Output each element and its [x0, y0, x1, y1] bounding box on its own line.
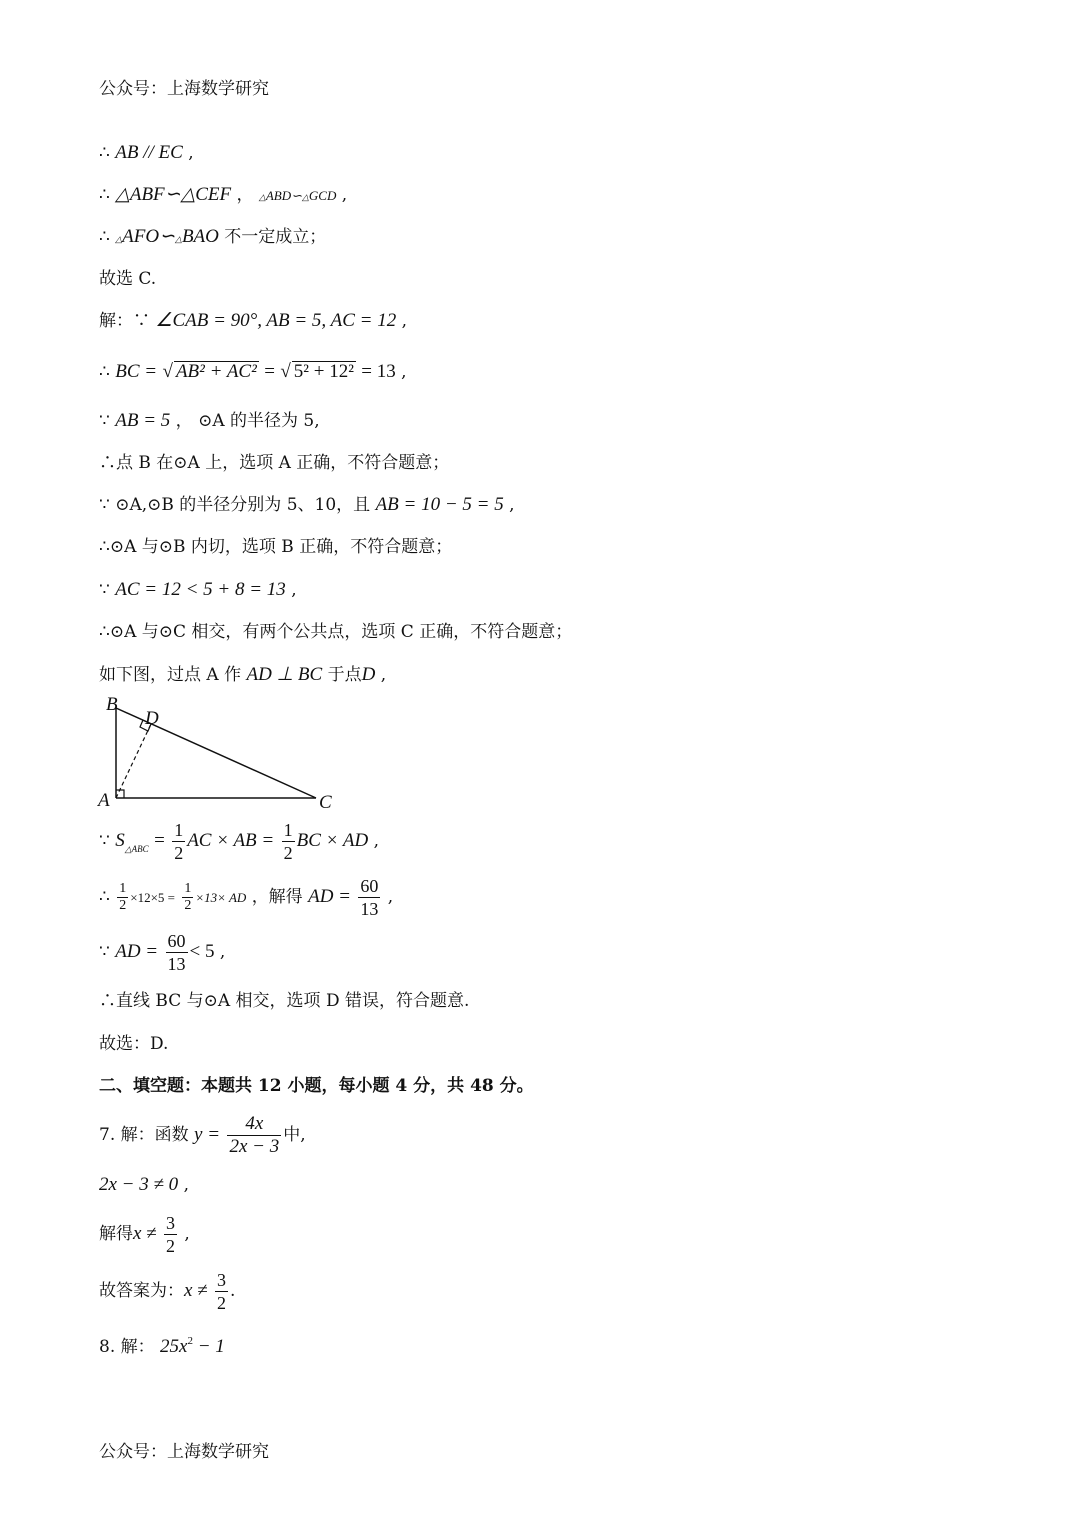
- line-choose-d: 故选：D.: [99, 1034, 169, 1054]
- label-c: C: [319, 792, 332, 813]
- line-option-a: ∴点 B 在⊙A 上，选项 A 正确，不符合题意；: [99, 453, 450, 473]
- label-a: A: [98, 790, 110, 811]
- q7-function: 7. 解：函数 y = $\frac{4x}{2x - 3}$ 中,: [99, 1113, 306, 1157]
- label-d: D: [145, 708, 159, 729]
- math-abd-gcd: △ABD∽△GCD: [258, 188, 337, 203]
- q7-condition: 2x − 3 ≠ 0 ,: [99, 1174, 189, 1195]
- page-header: 公众号：上海数学研究: [99, 79, 269, 99]
- sqrt-ab-ac: AB² + AC²: [175, 361, 257, 382]
- line-ad-compare: ∵ AD = $\frac{60}{13}$ < 5 ,: [99, 931, 226, 974]
- line-radius-ab: ∵ ⊙A,⊙B 的半径分别为 5、10，且 AB = 10 − 5 = 5 ,: [99, 494, 515, 515]
- frac-half-3: $\frac{1}{2}$: [119, 881, 127, 913]
- math-afo-bao: △AFO∽△BAO: [115, 226, 219, 247]
- q7-solve: 解得x ≠ $\frac{3}{2}$ ,: [99, 1213, 190, 1256]
- frac-half-1: $\frac{1}{2}$: [174, 820, 184, 863]
- frac-half-4: $\frac{1}{2}$: [184, 881, 192, 913]
- frac-half-2: $\frac{1}{2}$: [283, 820, 293, 863]
- line-option-d: ∴直线 BC 与⊙A 相交，选项 D 错误，符合题意.: [99, 991, 470, 1011]
- q8-solution: 8. 解： $25x^2 - 1$: [99, 1335, 225, 1357]
- q7-answer: 故答案为：x ≠ $\frac{3}{2}$ .: [99, 1270, 236, 1313]
- line-area-formula: ∵ $S_{\triangle ABC}$ = $\frac{1}{2}$ AC × AB = $\frac{1}{2}$ BC × AD ,: [99, 820, 380, 863]
- line-ab-parallel-ec: ∴ AB // EC ,: [99, 142, 194, 163]
- line-bc-pythagoras: ∴ BC = √ AB² + AC² = √ 5² + 12² = 13 ,: [99, 361, 407, 382]
- frac-3-2-b: $\frac{3}{2}$: [217, 1270, 227, 1313]
- frac-3-2: $\frac{3}{2}$: [166, 1213, 176, 1256]
- section-fill-in-heading: 二、填空题：本题共 12 小题，每小题 4 分，共 48 分。: [99, 1076, 534, 1096]
- line-solve-ad: ∴ $\frac{1}{2}$ ×12×5 = $\frac{1}{2}$ ×13× AD ，解得 AD = $\frac{60}{13}$ ,: [99, 876, 394, 919]
- line-afo-bao: ∴ △AFO∽△BAO 不一定成立；: [99, 226, 327, 247]
- line-solution-given: 解：∵ ∠CAB = 90°, AB = 5, AC = 12 ,: [99, 310, 408, 331]
- line-similar-triangles: ∴ △ABF∽△CEF ， △ABD∽△GCD ,: [99, 184, 348, 205]
- line-option-c: ∴⊙A 与⊙C 相交，有两个公共点，选项 C 正确，不符合题意；: [99, 622, 573, 642]
- line-option-b: ∴⊙A 与⊙B 内切，选项 B 正确，不符合题意；: [99, 537, 453, 557]
- sqrt-5-12: 5² + 12²: [293, 361, 354, 382]
- math-abf-cef: △ABF∽△CEF: [115, 184, 232, 205]
- text-not-necessarily: 不一定成立；: [224, 227, 327, 247]
- line-ab-radius: ∵ AB = 5 ， ⊙A 的半径为 5,: [99, 410, 320, 431]
- frac-60-13-b: $\frac{60}{13}$: [167, 931, 186, 974]
- math-ab-ec: AB // EC: [115, 142, 183, 163]
- line-draw-ad: 如下图，过点 A 作 AD ⊥ BC 于点D ,: [99, 664, 387, 685]
- triangle-figure: [92, 690, 352, 814]
- label-b: B: [106, 694, 118, 715]
- therefore-symbol: ∴: [99, 143, 116, 163]
- frac-4x: $\frac{4x}{2x - 3}$: [229, 1113, 280, 1157]
- math-given-values: ∠CAB = 90°, AB = 5, AC = 12: [155, 310, 397, 331]
- line-choose-c: 故选 C.: [99, 269, 157, 289]
- line-ac-compare: ∵ AC = 12 < 5 + 8 = 13 ,: [99, 579, 297, 600]
- altitude-ad: [116, 724, 151, 798]
- frac-60-13: $\frac{60}{13}$: [360, 876, 379, 919]
- math-25x2-1: $25x^2 - 1$: [160, 1335, 225, 1357]
- page-footer: 公众号：上海数学研究: [99, 1442, 269, 1462]
